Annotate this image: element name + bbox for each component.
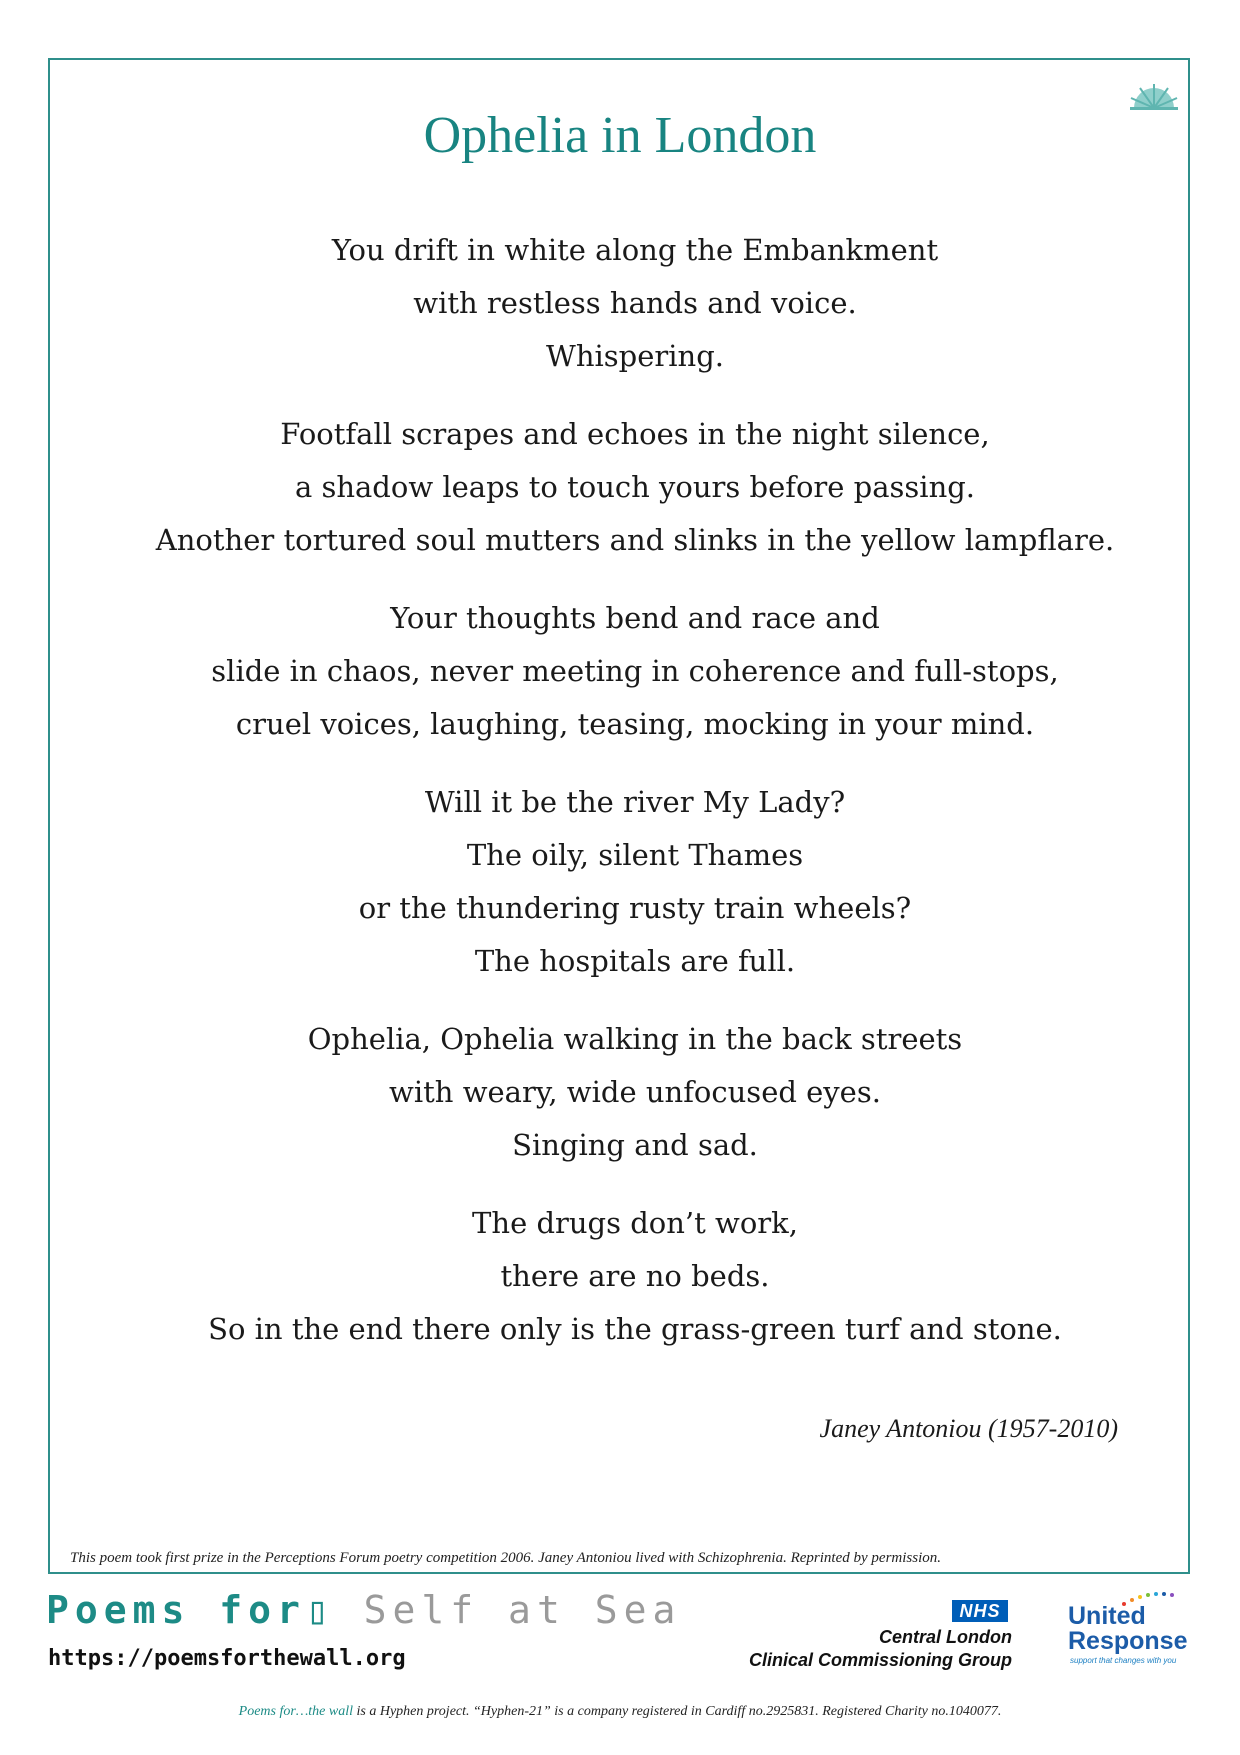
poem-line: or the thundering rusty train wheels?	[358, 891, 912, 925]
nhs-logo: NHS	[952, 1600, 1008, 1622]
poem-line: Singing and sad.	[512, 1128, 758, 1162]
poem-line: Will it be the river My Lady?	[424, 785, 846, 819]
series-brand-sub: Self at Sea	[363, 1588, 682, 1632]
stanza	[60, 1013, 1210, 1172]
poem-title: Ophelia in London	[423, 107, 817, 164]
ccg-line-1: Central London	[879, 1627, 1012, 1647]
stanza	[60, 1197, 1210, 1356]
footer-text	[0, 1704, 1240, 1720]
poem-line: So in the end there only is the grass-green turf and stone.	[208, 1312, 1062, 1346]
series-brand-main: Poems for▯	[46, 1588, 335, 1632]
poem-line: cruel voices, laughing, teasing, mocking in your mind.	[235, 707, 1035, 741]
ccg-name	[749, 1626, 1012, 1672]
poem-line: Whispering.	[546, 339, 724, 373]
poem-line: The hospitals are full.	[474, 944, 796, 978]
poem-body	[60, 224, 1210, 1381]
stanza	[60, 408, 1210, 567]
stanza	[60, 224, 1210, 383]
stanza	[60, 592, 1210, 751]
poem-line: Ophelia, Ophelia walking in the back streets	[307, 1022, 963, 1056]
poem-line: Footfall scrapes and echoes in the night silence,	[280, 417, 990, 451]
poem-line: a shadow leaps to touch yours before passing.	[294, 470, 976, 504]
ur-line-2: Response	[1068, 1627, 1188, 1655]
website-link[interactable]: https://poemsforthewall.org	[48, 1646, 406, 1671]
poem-line: The drugs don’t work,	[472, 1206, 798, 1240]
poem-line: The oily, silent Thames	[466, 838, 804, 872]
prize-note: This poem took first prize in the Perceptions Forum poetry competition 2006. Janey Antoniou lived with Schizophrenia. Reprinted by permission.	[70, 1550, 941, 1566]
poem-line: Your thoughts bend and race and	[390, 601, 880, 635]
poem-line: You drift in white along the Embankment	[331, 233, 939, 267]
poem-line: slide in chaos, never meeting in coherence and full-stops,	[211, 654, 1059, 688]
united-response-logo	[1066, 1588, 1206, 1668]
stanza	[60, 776, 1210, 988]
poem-line: Another tortured soul mutters and slinks in the yellow lampflare.	[155, 523, 1115, 557]
footer-rest: is a Hyphen project. “Hyphen-21” is a company registered in Cardiff no.2925831. Registered Charity no.1040077.	[353, 1704, 1002, 1719]
ur-line-1: United	[1068, 1602, 1146, 1630]
poem-line: there are no beds.	[500, 1259, 770, 1293]
series-brand	[46, 1588, 681, 1632]
poem-line: with restless hands and voice.	[413, 286, 857, 320]
footer-link[interactable]: Poems for…the wall	[238, 1704, 353, 1719]
poem-author: Janey Antoniou (1957-2010)	[819, 1414, 1118, 1443]
poem-line: with weary, wide unfocused eyes.	[389, 1075, 881, 1109]
ur-wordmark	[1068, 1604, 1187, 1654]
ccg-line-2: Clinical Commissioning Group	[748, 1650, 1012, 1670]
ur-tagline: support that changes with you	[1070, 1656, 1177, 1665]
